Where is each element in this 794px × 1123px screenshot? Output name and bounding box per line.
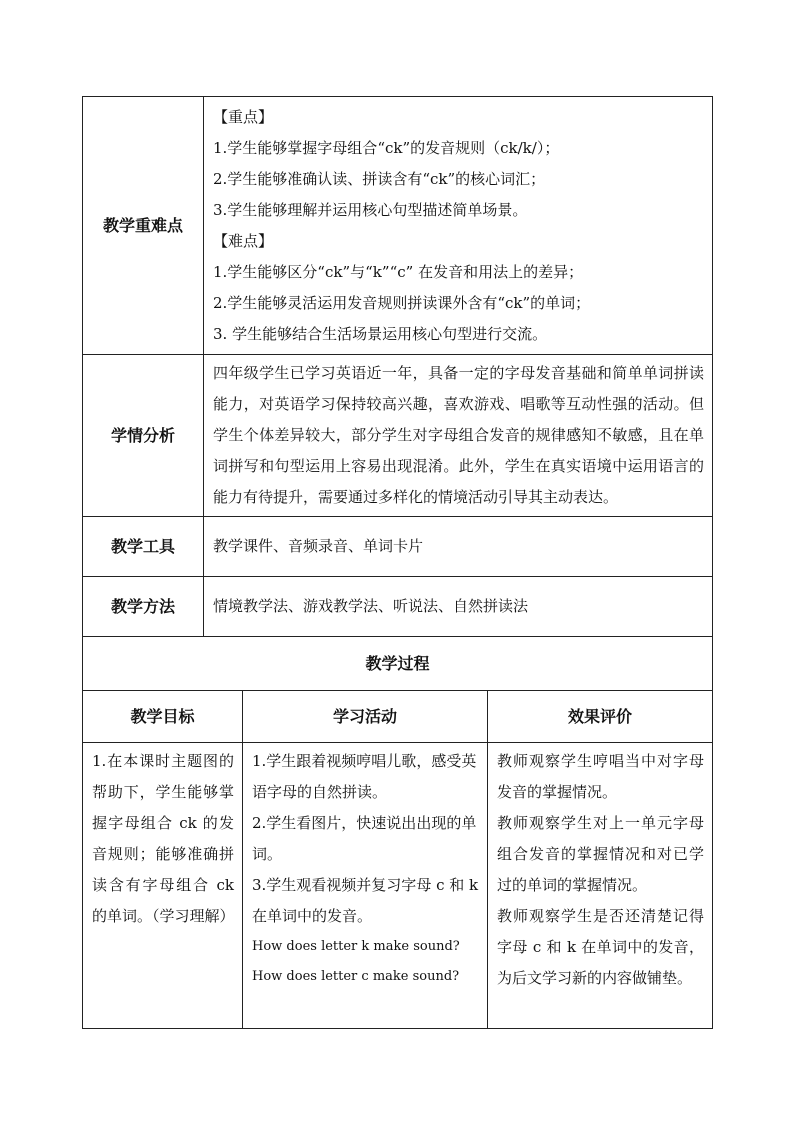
evaluation-cell <box>488 743 713 1029</box>
process-title-row <box>83 637 713 691</box>
question-item: How does letter k make sound? <box>252 939 460 954</box>
key-points-line: 1.学生能够区分“ck”与“k”“c” 在发音和用法上的差异； <box>213 262 584 281</box>
methods-text: 情境教学法、游戏教学法、听说法、自然拼读法 <box>204 577 713 637</box>
evaluation-item: 教师观察学生哼唱当中对字母发音的掌握情况。 <box>497 752 704 801</box>
methods-row <box>83 577 713 637</box>
tools-text: 教学课件、音频录音、单词卡片 <box>204 517 713 577</box>
key-points-content <box>204 97 713 355</box>
key-points-line: 【难点】 <box>213 231 274 250</box>
header-activity: 学习活动 <box>243 691 488 743</box>
key-points-line: 3. 学生能够结合生活场景运用核心句型进行交流。 <box>213 324 548 343</box>
key-points-row <box>83 97 713 355</box>
lesson-plan-table <box>82 96 713 1029</box>
process-content-row <box>83 743 713 1029</box>
tools-row <box>83 517 713 577</box>
analysis-label: 学情分析 <box>83 355 204 517</box>
analysis-row <box>83 355 713 517</box>
process-title: 教学过程 <box>83 637 713 691</box>
key-points-label: 教学重难点 <box>83 97 204 355</box>
goal-text: 1.在本课时主题图的帮助下，学生能够掌握字母组合 ck 的发音规则；能够准确拼读含有字母组合 ck 的单词。（学习理解） <box>83 743 243 1029</box>
evaluation-item: 教师观察学生是否还清楚记得字母 c 和 k 在单词中的发音，为后文学习新的内容做铺垫。 <box>497 907 704 987</box>
key-points-line: 【重点】 <box>213 107 274 126</box>
activities-cell <box>243 743 488 1029</box>
analysis-text: 四年级学生已学习英语近一年，具备一定的字母发音基础和简单单词拼读能力，对英语学习保持较高兴趣，喜欢游戏、唱歌等互动性强的活动。但学生个体差异较大，部分学生对字母组合发音的规律感知不敏感，且在单词拼写和句型运用上容易出现混淆。此外，学生在真实语境中运用语言的能力有待提升，需要通过多样化的情境活动引导其主动表达。 <box>204 355 713 517</box>
header-goal: 教学目标 <box>83 691 243 743</box>
methods-label: 教学方法 <box>83 577 204 637</box>
activity-item: 2.学生看图片，快速说出出现的单词。 <box>252 814 477 863</box>
key-points-line: 1.学生能够掌握字母组合“ck”的发音规则（ck/k/）； <box>213 138 560 157</box>
activity-item: 3.学生观看视频并复习字母 c 和 k 在单词中的发音。 <box>252 876 479 925</box>
question-item: How does letter c make sound? <box>252 969 460 984</box>
process-header-row <box>83 691 713 743</box>
evaluation-item: 教师观察学生对上一单元字母组合发音的掌握情况和对已学过的单词的掌握情况。 <box>497 814 704 894</box>
lesson-plan-document <box>82 96 712 1029</box>
tools-label: 教学工具 <box>83 517 204 577</box>
activity-item: 1.学生跟着视频哼唱儿歌，感受英语字母的自然拼读。 <box>252 752 477 801</box>
key-points-line: 2.学生能够灵活运用发音规则拼读课外含有“ck”的单词； <box>213 293 591 312</box>
key-points-line: 2.学生能够准确认读、拼读含有“ck”的核心词汇； <box>213 169 546 188</box>
key-points-line: 3.学生能够理解并运用核心句型描述简单场景。 <box>213 200 528 219</box>
header-evaluation: 效果评价 <box>488 691 713 743</box>
